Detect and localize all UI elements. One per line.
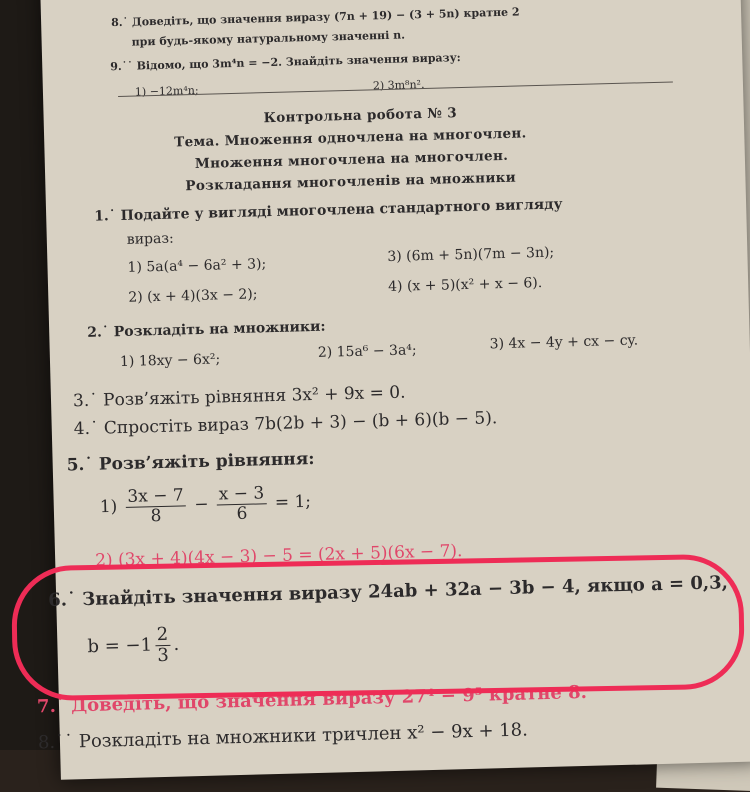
numerator: x − 3	[216, 484, 266, 505]
task-2-opt1: 1) 18xy − 6x²;	[120, 351, 221, 370]
task-9-prev: 9.˙˙ Відомо, що 3m⁴n = −2. Знайдіть значення виразу:	[110, 51, 461, 73]
denominator: 3	[155, 646, 171, 666]
theme-line: Тема. Множення одночлена на многочлен.	[174, 125, 527, 150]
task-9-prev-opt2: 2) 3m⁸n².	[373, 78, 425, 92]
page-title: Контрольна робота № 3	[263, 105, 457, 126]
task-5-opt1	[99, 483, 311, 527]
task-2-opt2: 2) 15a⁶ − 3a⁴;	[318, 342, 417, 361]
task-8-prev-cont: при будь-якому натуральному значенні n.	[131, 28, 405, 48]
task-3: 3.˙ Розв’яжіть рівняння 3x² + 9x = 0.	[73, 383, 406, 412]
task-5-opt2: 2) (3x + 4)(4x − 3) − 5 = (2x + 5)(6x − 7).	[95, 541, 463, 571]
numerator: 3x − 7	[125, 486, 186, 507]
denominator: 6	[217, 504, 267, 524]
theme-line: Множення многочлена на многочлен.	[195, 148, 509, 172]
highlight-oval	[11, 554, 745, 702]
fraction	[216, 484, 266, 524]
numerator: 2	[155, 625, 171, 646]
task-5: 5.˙ Розв’яжіть рівняння:	[66, 449, 314, 475]
task-1-cont: вираз:	[127, 231, 174, 248]
task-1-opt2: 2) (x + 4)(3x − 2);	[128, 286, 258, 305]
task-1: 1.˙ Подайте у вигляді многочлена стандартного вигляду	[94, 196, 563, 224]
task-2: 2.˙ Розкладіть на множники:	[87, 319, 326, 341]
task-2-opt3: 3) 4x − 4y + cx − cy.	[489, 332, 638, 352]
task-1-opt4: 4) (x + 5)(x² + x − 6).	[388, 275, 542, 295]
theme-line: Розкладання многочленів на множники	[185, 170, 516, 195]
equation-rest: = 1;	[275, 492, 312, 513]
task-6: 6.˙ Знайдіть значення виразу 24ab + 32a − 3b − 4, якщо a = 0,3,	[48, 572, 728, 611]
b-value: b = −1	[87, 635, 152, 658]
task-4: 4.˙ Спростіть вираз 7b(2b + 3) − (b + 6)(b − 5).	[74, 408, 498, 439]
minus-sign: −	[194, 494, 209, 514]
task-1-opt3: 3) (6m + 5n)(7m − 3n);	[387, 245, 554, 265]
task-8-prev: 8.˙ Доведіть, що значення виразу (7n + 19) − (3 + 5n) кратне 2	[111, 5, 520, 29]
denominator: 8	[126, 506, 187, 526]
fraction	[125, 486, 186, 526]
task-1-opt1: 1) 5a(a⁴ − 6a² + 3);	[127, 256, 266, 276]
task-9-prev-opt1: 1) −12m⁴n;	[135, 84, 199, 99]
task-8: 8.˙˙ Розкладіть на множники тричлен x² − 9x + 18.	[38, 719, 528, 753]
period: .	[173, 634, 179, 655]
opt-label: 1)	[100, 497, 118, 517]
task-7: 7.˙ Доведіть, що значення виразу 27⁴ − 9⁵ кратне 8.	[37, 682, 587, 717]
